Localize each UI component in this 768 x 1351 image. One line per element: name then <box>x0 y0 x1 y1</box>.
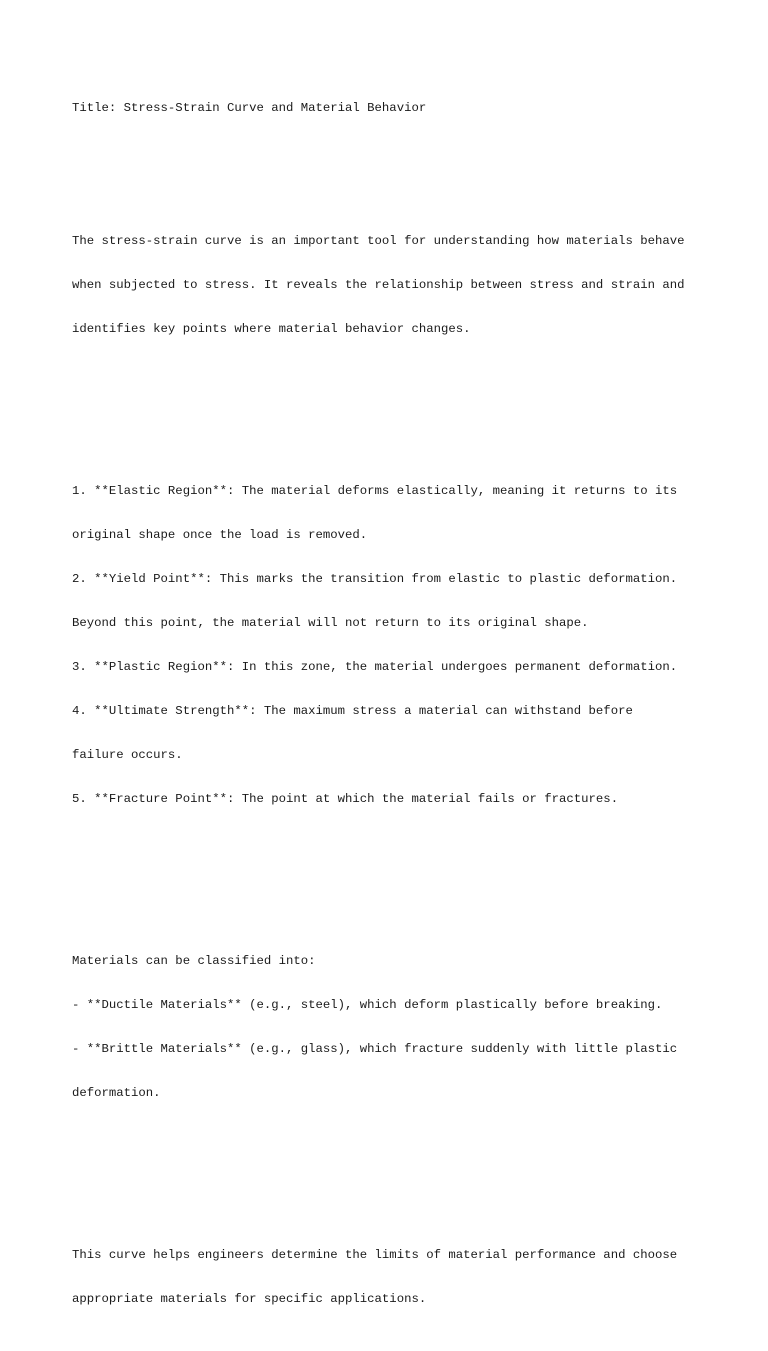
paragraph-gap <box>72 395 712 410</box>
list-line: 1. **Elastic Region**: The material deforms elastically, meaning it returns to its <box>72 483 678 498</box>
list-line: original shape once the load is removed. <box>72 527 368 542</box>
list-line: 4. **Ultimate Strength**: The maximum stress a material can withstand before <box>72 704 633 719</box>
classification-line: - **Ductile Materials** (e.g., steel), which deform plastically before breaking. <box>72 998 663 1013</box>
classification-paragraph <box>72 925 712 1131</box>
conclusion-line: appropriate materials for specific applications. <box>72 1292 427 1307</box>
conclusion-paragraph <box>72 1219 712 1337</box>
intro-line: when subjected to stress. It reveals the relationship between stress and strain and <box>72 277 685 292</box>
key-points-list <box>72 454 712 836</box>
paragraph-gap <box>72 1160 712 1175</box>
list-line: 5. **Fracture Point**: The point at which the material fails or fractures. <box>72 792 619 807</box>
list-line: Beyond this point, the material will not return to its original shape. <box>72 615 589 630</box>
intro-paragraph <box>72 204 712 366</box>
document-title: Title: Stress-Strain Curve and Material Behavior <box>72 101 427 116</box>
paragraph-gap <box>72 146 712 161</box>
classification-line: deformation. <box>72 1086 161 1101</box>
intro-line: The stress-strain curve is an important tool for understanding how materials behave <box>72 233 685 248</box>
document-body <box>72 72 712 1351</box>
classification-line: - **Brittle Materials** (e.g., glass), which fracture suddenly with little plastic <box>72 1042 678 1057</box>
classification-line: Materials can be classified into: <box>72 953 316 968</box>
conclusion-line: This curve helps engineers determine the limits of material performance and choose <box>72 1247 678 1262</box>
list-line: failure occurs. <box>72 748 183 763</box>
intro-line: identifies key points where material behavior changes. <box>72 321 471 336</box>
list-line: 2. **Yield Point**: This marks the transition from elastic to plastic deformation. <box>72 571 678 586</box>
list-line: 3. **Plastic Region**: In this zone, the material undergoes permanent deformation. <box>72 659 678 674</box>
paragraph-gap <box>72 866 712 881</box>
